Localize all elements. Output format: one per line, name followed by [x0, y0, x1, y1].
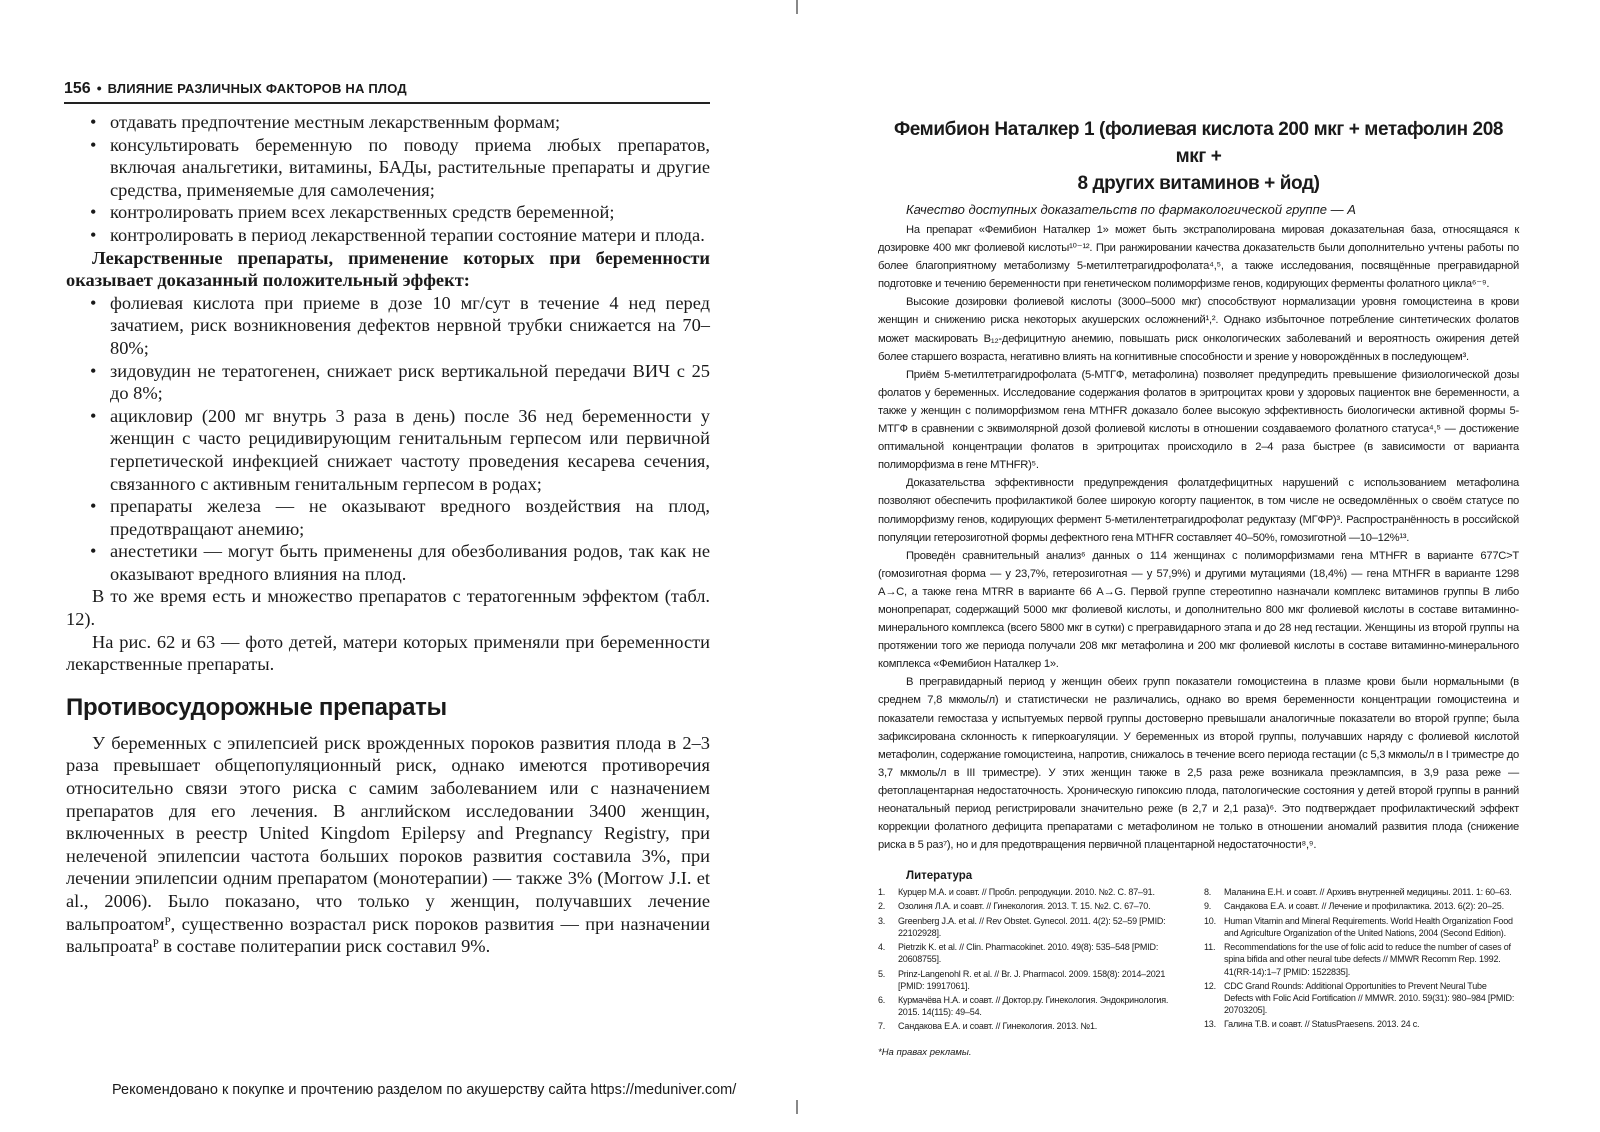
right-page-body	[878, 116, 1519, 1067]
running-head-separator: •	[96, 80, 102, 96]
reference-item	[878, 994, 1192, 1018]
article-paragraph: Приём 5-метилтетрагидрофолата (5-МТГФ, метафолина) позволяет предупредить превышение физиологической дозы фолатов у беременных. Исследование содержания фолатов в эритроцитах крови у здоровых пациенток вне беременности, а также у женщин с полиморфизмом гена MTHFR доказало более высокую эффективность биологически активной формы 5-МТГФ в сравнении с эквимолярной дозой фолиевой кислоты в отношении создаваемого фолатного статуса⁴,⁵ — достижение оптимальной концентрации фолатов в эритроцитах происходило в 2–4 раза быстрее (в зависимости от варианта полиморфизма в гене MTHFR)⁵.	[878, 368, 1519, 472]
bullet-item: • контролировать прием всех лекарственных средств беременной;	[110, 201, 710, 224]
reference-item	[1204, 980, 1518, 1017]
gutter-mark-bottom	[796, 1100, 798, 1114]
bullet-item: • контролировать в период лекарственной терапии состояние матери и плода.	[110, 224, 710, 247]
bullet-list-recommendations	[66, 111, 710, 247]
article-title-line-1: Фемибион Наталкер 1 (фолиевая кислота 200 мкг + метафолин 208 мкг +	[893, 119, 1504, 167]
reference-number: 3.	[878, 915, 886, 926]
reference-text: Галина Т.В. и соавт. // StatusPraesens. 2013. 24 с.	[1224, 1019, 1420, 1030]
footer-recommendation: Рекомендовано к покупке и прочтению разделом по акушерству сайта https://meduniver.com/	[112, 1082, 737, 1098]
reference-item	[1204, 900, 1518, 912]
reference-number: 7.	[878, 1021, 886, 1032]
article-paragraph: В прегравидарный период у женщин обеих групп показатели гомоцистеина в плазме крови были нормальными (в среднем 7,8 мкмоль/л) и статистически не различались, однако во время беременности концентрации гомоцистеина и показатели гемостаза у испытуемых первой группы достоверно превышали аналогичные показатели во второй группе; была зафиксирована склонность к гиперкоагуляции. У беременных из второй группы, получавших наряду с фолиевой кислотой метафолин, содержание гомоцистеина, напротив, снижалось в течение всего периода гестации (с 5,3 мкмоль/л в I триместре до 3,7 мкмоль/л в III триместре). У этих женщин также в 2,5 раза реже возникала преэклампсия, в 3,9 раза реже — фетоплацентарная недостаточность. Хроническую гипоксию плода, патологические состояния у детей второй группы в ранний неонатальный период регистрировали значительно реже (в 2,7 и 2,1 раза)⁶. Это подтверждает профилактический эффект коррекции фолатного дефицита препаратами с метафолином не только в отношении аномалий развития плода (снижение риска в 5 раз⁷), но и для предотвращения первичной плацентарной недостаточности⁸,⁹.	[878, 676, 1519, 852]
reference-text: Курмачёва Н.А. и соавт. // Доктор.ру. Гинекология. Эндокринология. 2015. 14(115): 49–54.	[898, 994, 1169, 1018]
reference-text: Сандакова Е.А. и соавт. // Лечение и профилактика. 2013. 6(2): 20–25.	[1224, 901, 1504, 912]
reference-item	[878, 968, 1192, 992]
reference-text: Сандакова Е.А. и соавт. // Гинекология. 2013. №1.	[898, 1021, 1098, 1032]
reference-number: 1.	[878, 887, 886, 898]
reference-item	[878, 886, 1192, 898]
literature-heading: Литература	[906, 870, 973, 883]
reference-text: Pietrzik K. et al. // Clin. Pharmacokinet. 2010. 49(8): 535–548 [PMID: 20608755].	[898, 942, 1159, 965]
bullet-item: • консультировать беременную по поводу приема любых препаратов, включая анальгетики, витамины, БАДы, растительные препараты и другие средства, применяемые для самолечения;	[110, 134, 710, 202]
references-column-left	[878, 886, 1192, 1034]
reference-text: Human Vitamin and Mineral Requirements. World Health Organization Food and Agriculture Organization of the United Nations, 2004 (Second Edition).	[1224, 915, 1513, 938]
article-paragraph: Доказательства эффективности предупреждения фолатдефицитных нарушений с использованием метафолина позволяют обеспечить профилактикой более широкую когорту пациенток, в том числе не осведомлённых о своём статусе по полиморфизму генов, кодирующих фермент 5-метилентетрагидрофолат редуктазу (МГФР)³. Распространённость в российской популяции гетерозиготной формы дефектного гена MTHFR составляет 40–50%, гомозиготной —10–12%¹³.	[878, 477, 1519, 544]
paragraph-teratogenic: В то же время есть и множество препаратов с тератогенным эффектом (табл. 12).	[66, 586, 710, 630]
reference-number: 11.	[1204, 942, 1216, 953]
reference-number: 2.	[878, 901, 886, 912]
bullet-item: • ацикловир (200 мг внутрь 3 раза в день) после 36 нед беременности у женщин с часто рецидивирующим генитальным герпесом или первичной герпетической инфекцией снижает частоту проведения кесарева сечения, связанного с активным генитальным герпесом в родах;	[110, 405, 710, 495]
left-page	[0, 0, 790, 1132]
reference-item	[878, 915, 1192, 939]
reference-text: Курцер М.А. и соавт. // Пробл. репродукции. 2010. №2. С. 87–91.	[898, 887, 1155, 898]
reference-text: Prinz-Langenohl R. et al. // Br. J. Pharmacol. 2009. 158(8): 2014–2021 [PMID: 19917061].	[898, 968, 1166, 991]
section-title: Противосудорожные препараты	[66, 693, 447, 721]
reference-text: Greenberg J.A. et al. // Rev Obstet. Gynecol. 2011. 4(2): 52–59 [PMID: 22102928].	[898, 915, 1166, 938]
article-paragraph: Проведён сравнительный анализ⁶ данных о 114 женщинах с полиморфизмами гена MTHFR в варианте 677C>T (гомозиготная форма — у 23,7%, гетерозиготная — у 57,9%) и другими мутациями (18,4%) — гена MTHFR в варианте 1298 A→C, а также гена MTRR в варианте 66 A→G. Первой группе стереотипно назначали комплекс витаминов группы B либо монопрепарат, содержащий 5000 мкг фолиевой кислоты, и дополнительно 800 мкг фолиевой кислоты в составе витаминно-минерального комплекса (всего 5800 мкг в сутки) с прегравидарного этапа и до 28 нед гестации. Женщины из второй группы на протяжении того же периода получали 208 мкг метафолина и 200 мкг фолиевой кислоты в составе витаминно-минерального комплекса «Фемибион Наталкер 1».	[878, 549, 1519, 671]
reference-number: 10.	[1204, 915, 1216, 926]
evidence-quality: Качество доступных доказательств по фармакологической группе — А	[906, 202, 1356, 217]
reference-item	[1204, 1018, 1518, 1030]
bullet-item: • зидовудин не тератогенен, снижает риск вертикальной передачи ВИЧ с 25 до 8%;	[110, 360, 710, 405]
page-number: 156	[64, 80, 91, 97]
reference-text: Recommendations for the use of folic acid to reduce the number of cases of spina bifida and other neural tube defects // MMWR Recomm Rep. 1992. 41(RR-14):1–7 [PMID: 1522835].	[1224, 942, 1511, 977]
reference-number: 5.	[878, 968, 886, 979]
reference-item	[878, 941, 1192, 965]
reference-number: 13.	[1204, 1019, 1216, 1030]
gutter-mark-top	[796, 0, 798, 14]
reference-number: 8.	[1204, 887, 1212, 898]
running-head-title: ВЛИЯНИЕ РАЗЛИЧНЫХ ФАКТОРОВ НА ПЛОД	[107, 81, 407, 96]
bullet-item: • анестетики — могут быть применены для обезболивания родов, так как не оказывают вредного влияния на плод.	[110, 540, 710, 585]
reference-number: 6.	[878, 994, 886, 1005]
article-title-line-2: 8 других витаминов + йод)	[1077, 173, 1320, 194]
reference-item	[1204, 886, 1518, 898]
advertising-note: *На правах рекламы.	[878, 1046, 972, 1058]
left-page-body	[66, 111, 710, 958]
paragraph-figures: На рис. 62 и 63 — фото детей, матери которых применяли при беременности лекарственные препараты.	[66, 631, 710, 675]
reference-item	[878, 900, 1192, 912]
bold-lead-paragraph: Лекарственные препараты, применение которых при беременности оказывает доказанный положительный эффект:	[66, 247, 710, 291]
reference-number: 9.	[1204, 901, 1212, 912]
reference-item	[1204, 915, 1518, 939]
reference-item	[878, 1020, 1192, 1032]
reference-number: 4.	[878, 942, 886, 953]
references	[878, 886, 1519, 1034]
reference-text: Маланина Е.Н. и соавт. // Архивъ внутренней медицины. 2011. 1: 60–63.	[1224, 887, 1512, 898]
article-paragraph: Высокие дозировки фолиевой кислоты (3000–5000 мкг) способствуют нормализации уровня гомоцистеина в крови женщин и снижению риска некоторых акушерских осложнений¹,². Однако избыточное потребление синтетических фолатов может маскировать B₁₂-дефицитную анемию, повышать риск онкологических заболеваний и вероятность ожирения детей более старшего возраста, негативно влиять на когнитивные способности и зрение у новорождённых в последующем³.	[878, 296, 1519, 363]
reference-text: Озолиня Л.А. и соавт. // Гинекология. 2013. Т. 15. №2. С. 67–70.	[898, 901, 1151, 912]
reference-text: CDC Grand Rounds: Additional Opportunities to Prevent Neural Tube Defects with Folic Acid Fortification // MMWR. 2010. 59(31): 980–984 [PMID: 20703205].	[1224, 980, 1515, 1016]
bullet-item: • фолиевая кислота при приеме в дозе 10 мг/сут в течение 4 нед перед зачатием, риск возникновения дефектов нервной трубки снижается на 70–80%;	[110, 292, 710, 360]
bullet-list-positive-effects	[66, 292, 710, 586]
article-paragraphs	[878, 221, 1519, 854]
bullet-item: • отдавать предпочтение местным лекарственным формам;	[110, 111, 710, 134]
article-paragraph: На препарат «Фемибион Наталкер 1» может быть экстраполирована мировая доказательная база, относящаяся к дозировке 400 мкг фолиевой кислоты¹⁰⁻¹². При ранжировании качества доказательств были дополнительно учтены работы по более благоприятному метаболизму 5-метилтетрагидрофолата⁴,⁵, а также исследования, посвящённые прегравидарной подготовке и течению беременности при генетическом полиморфизме генов, кодирующих ферменты фолатного цикла⁶⁻⁹.	[878, 224, 1519, 291]
paragraph-epilepsy: У беременных с эпилепсией риск врожденных пороков развития плода в 2–3 раза превышает общепопуляционный риск, однако имеются противоречия относительно связи этого риска с самим заболеванием или с назначением препаратов для его лечения. В английском исследовании 3400 женщин, включенных в реестр United Kingdom Epilepsy and Pregnancy Registry, при нелеченой эпилепсии частота больших пороков развития составила 3%, при лечении эпилепсии одним препаратом (монотерапии) — также 3% (Morrow J.I. et al., 2006). Было показано, что только у женщин, получавших лечение вальпроатомᴾ, существенно возрастал риск пороков развития — при назначении вальпроатаᴾ в составе политерапии риск составил 9%.	[66, 732, 710, 957]
bullet-item: • препараты железа — не оказывают вредного воздействия на плод, предотвращают анемию;	[110, 495, 710, 540]
article-title	[878, 116, 1519, 197]
reference-number: 12.	[1204, 980, 1216, 991]
reference-item	[1204, 941, 1518, 978]
references-column-right	[1204, 886, 1518, 1034]
running-head	[64, 80, 710, 104]
